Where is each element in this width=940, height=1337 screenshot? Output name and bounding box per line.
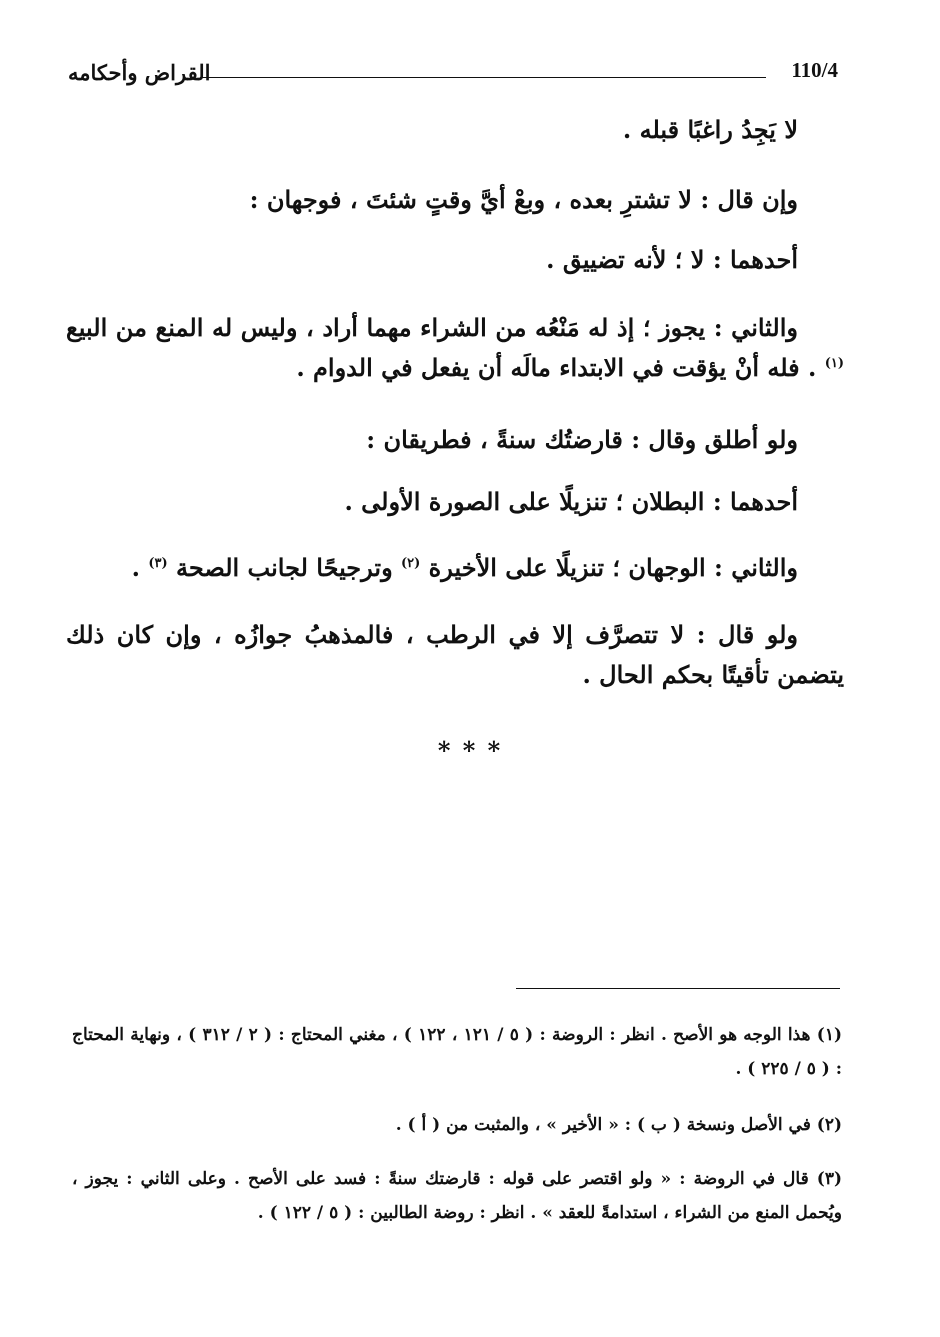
footnote-ref-2: (٢) [401,556,421,571]
paragraph-7 [66,548,844,588]
running-title: القراض وأحكامه [68,60,211,85]
footnote-rule [516,988,840,989]
paragraph-3-text: أحدهما : لا ؛ لأنه تضييق . [546,245,798,274]
paragraph-8-text: ولو قال : لا تتصرَّف إلا في الرطب ، فالمذهبُ جوازُه ، وإن كان ذلك يتضمن تأقيتًا بحكم الحال . [66,620,844,689]
paragraph-4 [66,308,844,388]
paragraph-7-text-c: . [131,553,141,582]
page-header [68,58,838,92]
paragraph-3 [66,240,844,280]
section-separator: * * * [437,736,503,765]
paragraph-4-text-a: والثاني : يجوز ؛ إذ له مَنْعُه من الشراء مهما أراد ، وليس له المنع من البيع [66,313,798,342]
paragraph-6-text: أحدهما : البطلان ؛ تنزيلًا على الصورة الأولى . [344,487,798,516]
paragraph-1 [66,110,844,150]
paragraph-8 [66,615,844,695]
footnote-2: (٢) في الأصل ونسخة ( ب ) : « الأخير » ، والمثبت من ( أ ) . [395,1115,842,1135]
paragraph-7-text-a: والثاني : الوجهان ؛ تنزيلًا على الأخيرة [428,553,798,582]
paragraph-4-text-b: . فله أنْ يؤقت في الابتداء مالَه أن يفعل في الدوام . [296,353,817,382]
paragraph-2 [66,180,844,220]
paragraph-5-text: ولو أطلق وقال : قارضتُك سنةً ، فطريقان : [366,425,798,454]
page-number: 110/4 [791,58,838,82]
paragraph-2-text: وإن قال : لا تشترِ بعده ، وبعْ أيَّ وقتٍ شئتَ ، فوجهان : [249,185,798,214]
paragraph-5 [66,420,844,460]
footnote-ref-1: (١) [824,356,844,371]
footnote-ref-3: (٣) [148,556,168,571]
footnote-1: (١) هذا الوجه هو الأصح . انظر : الروضة : ( ٥ / ١٢١ ، ١٢٢ ) ، مغني المحتاج : ( ٢ / ٣١٢ ) ، ونهاية المحتاج : ( ٥ / ٢٢٥ ) . [72,1025,843,1079]
header-rule [200,77,766,78]
paragraph-1-text: لا يَجِدُ راغبًا قبله . [622,115,798,144]
footnote-3: (٣) قال في الروضة : « ولو اقتصر على قوله : قارضتك سنةً : فسد على الأصح . وعلى الثاني : يجوز ، ويُحمل المنع من الشراء ، استدامةً للعقد » . انظر : روضة الطالبين : ( ٥ / ١٢٢ ) . [72,1169,842,1223]
paragraph-7-text-b: وترجيحًا لجانب الصحة [176,553,393,582]
paragraph-6 [66,482,844,522]
